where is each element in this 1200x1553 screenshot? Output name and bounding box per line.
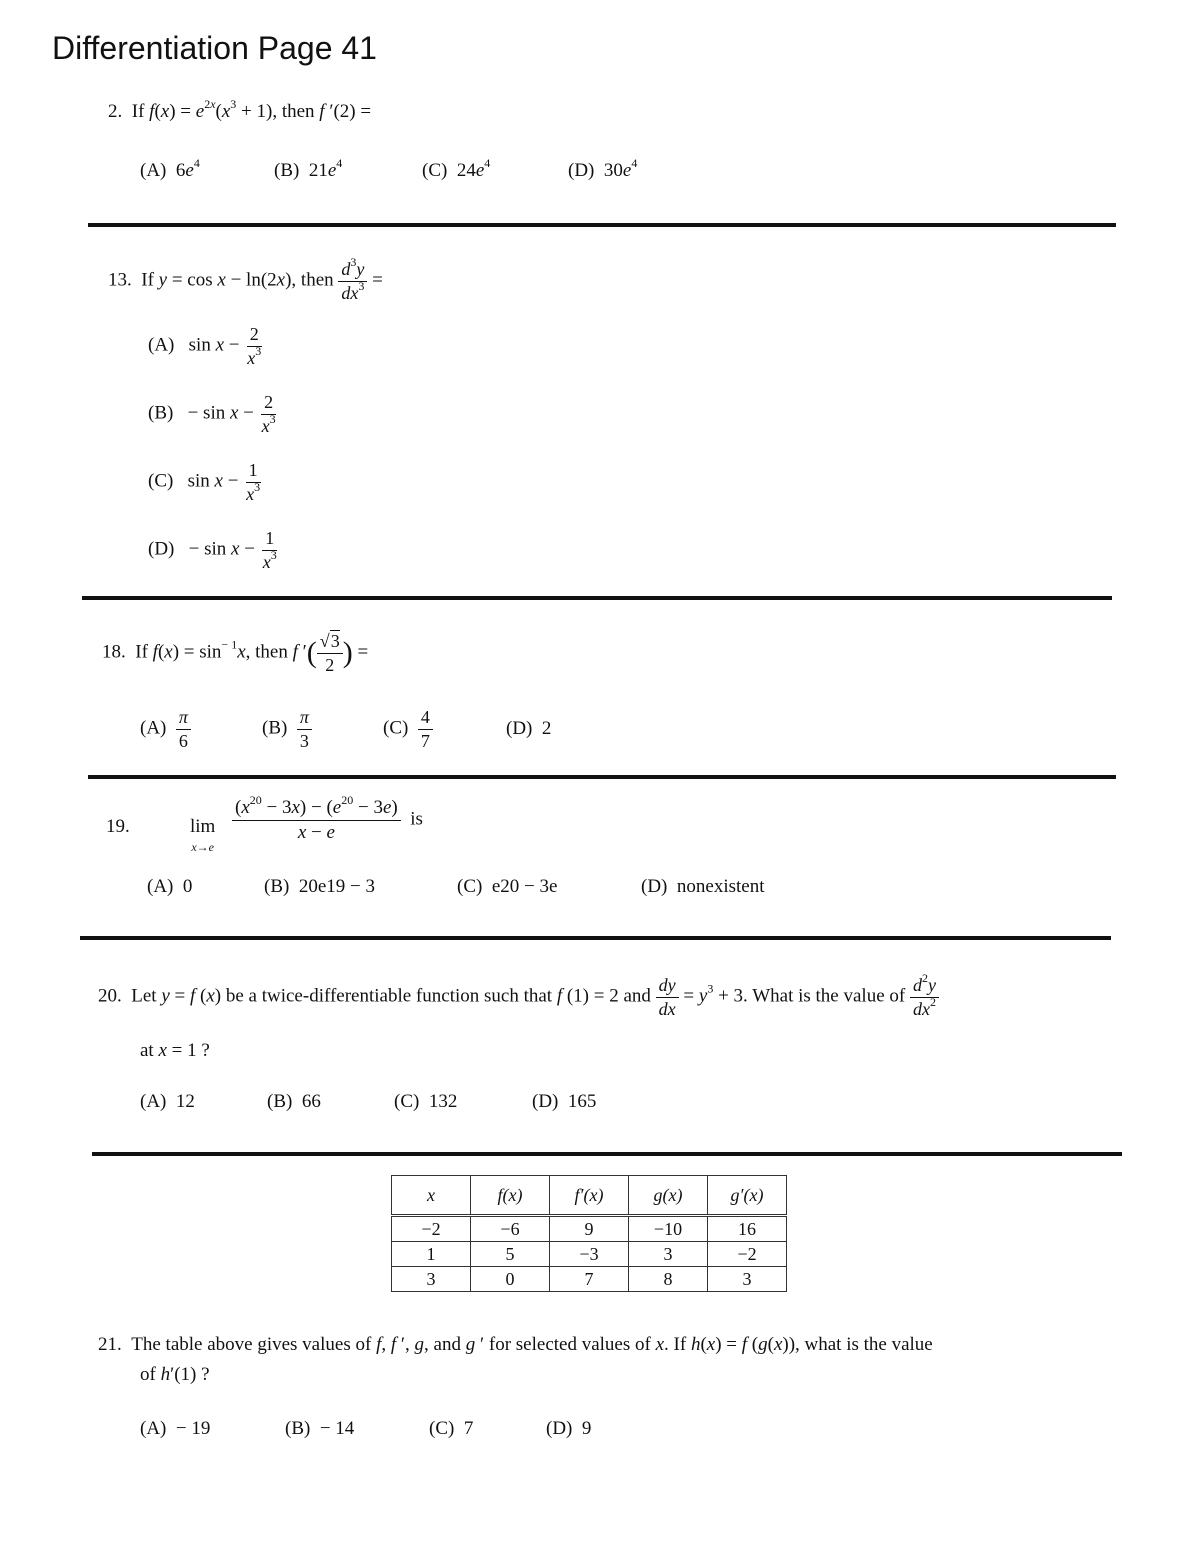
question-number: 13.: [108, 269, 132, 291]
choice-a[interactable]: (A) − 19: [140, 1418, 211, 1439]
table-cell: −2: [392, 1216, 471, 1242]
question-21: 21. The table above gives values of f, f ′, g, and g ′ for selected values of x. If h(x) = f (g(x)), what is the value: [98, 1334, 933, 1355]
choice-c[interactable]: (C) 7: [429, 1418, 474, 1439]
question-number: 21.: [98, 1334, 122, 1355]
choice-b[interactable]: (B) $\frac{\pi}{3}$: [262, 706, 312, 752]
divider: [92, 1152, 1122, 1156]
table-cell: 3: [629, 1242, 708, 1267]
choice-d[interactable]: (D) $30e^4$: [568, 156, 638, 181]
choice-a[interactable]: (A) 0: [147, 876, 193, 897]
table-cell: 7: [550, 1267, 629, 1292]
table-row: [392, 1267, 787, 1292]
choice-c[interactable]: (C) $\frac{4}{7}$: [383, 706, 433, 752]
question-20-continuation: at x = 1 ?: [140, 1040, 210, 1061]
table-header: f′(x): [550, 1176, 629, 1216]
divider: [82, 596, 1112, 600]
choice-b[interactable]: (B) 20e19 − 3: [264, 876, 375, 897]
choice-d[interactable]: (D) nonexistent: [641, 876, 765, 897]
question-number: 18.: [102, 641, 126, 663]
table-row: [392, 1242, 787, 1267]
choice-b[interactable]: (B) − sin x − $\frac{2}{x^3}$: [148, 392, 276, 436]
choice-b[interactable]: (B) 66: [267, 1091, 321, 1112]
choice-b[interactable]: (B) $21e^4$: [274, 156, 343, 181]
choice-c[interactable]: (C) e20 − 3e: [457, 876, 558, 897]
table-row: [392, 1216, 787, 1242]
table-cell: −2: [708, 1242, 787, 1267]
question-19-number: 19.: [106, 816, 130, 837]
choice-a[interactable]: (A) 12: [140, 1091, 195, 1112]
table-header: g′(x): [708, 1176, 787, 1216]
table-cell: −10: [629, 1216, 708, 1242]
limit-operator: lim x→e: [190, 816, 216, 854]
table-cell: 3: [708, 1267, 787, 1292]
choice-d[interactable]: (D) − sin x − $\frac{1}{x^3}$: [148, 528, 277, 572]
table-cell: 16: [708, 1216, 787, 1242]
choice-a[interactable]: (A) $6e^4$: [140, 156, 200, 181]
question-2: 2. If $f(x) = e^{2x}(x^3 + 1)$, then f ′(2) =: [108, 97, 372, 122]
choice-a[interactable]: (A) sin x − $\frac{2}{x^3}$: [148, 324, 262, 368]
table-cell: −3: [550, 1242, 629, 1267]
question-18: 18. If $f(x) = \sin^{- 1}x$, then f ′( $\frac{√3}{2}$ ) =: [102, 631, 369, 675]
choice-d[interactable]: (D) 9: [546, 1418, 592, 1439]
question-number: 20.: [98, 985, 122, 1007]
question-21-continuation: of h′(1) ?: [140, 1364, 210, 1385]
table-cell: 8: [629, 1267, 708, 1292]
table-cell: 3: [392, 1267, 471, 1292]
limit-expression: $\frac{(x^{20} - 3x) - (e^{20} - 3e)}{x - e}$ is: [232, 796, 423, 845]
divider: [88, 775, 1116, 779]
table-cell: 9: [550, 1216, 629, 1242]
page-title: Differentiation Page 41: [52, 30, 377, 66]
divider: [80, 936, 1111, 940]
choice-a[interactable]: (A) $\frac{\pi}{6}$: [140, 706, 191, 752]
divider: [88, 223, 1116, 227]
question-13: 13. If y = cos x − ln(2x), then $\frac{d^3y}{dx^3}$ =: [108, 255, 383, 303]
choice-d[interactable]: (D) 165: [532, 1091, 597, 1112]
choice-c[interactable]: (C) sin x − $\frac{1}{x^3}$: [148, 460, 261, 504]
table-header: x: [392, 1176, 471, 1216]
table-cell: 1: [392, 1242, 471, 1267]
table-cell: 5: [471, 1242, 550, 1267]
table-cell: −6: [471, 1216, 550, 1242]
table-header: g(x): [629, 1176, 708, 1216]
question-number: 2.: [108, 101, 123, 122]
choice-b[interactable]: (B) − 14: [285, 1418, 355, 1439]
values-table: [391, 1175, 787, 1292]
choice-d[interactable]: (D) 2: [506, 718, 552, 739]
choice-c[interactable]: (C) $24e^4$: [422, 156, 491, 181]
table-cell: 0: [471, 1267, 550, 1292]
choice-c[interactable]: (C) 132: [394, 1091, 458, 1112]
table-header: f(x): [471, 1176, 550, 1216]
question-20: 20. Let y = f (x) be a twice-differentiable function such that f (1) = 2 and $\frac{dy}{dx}$ = $y^3 + 3$. What is the value of $\frac{d^2y}{dx^2}$: [98, 974, 939, 1020]
